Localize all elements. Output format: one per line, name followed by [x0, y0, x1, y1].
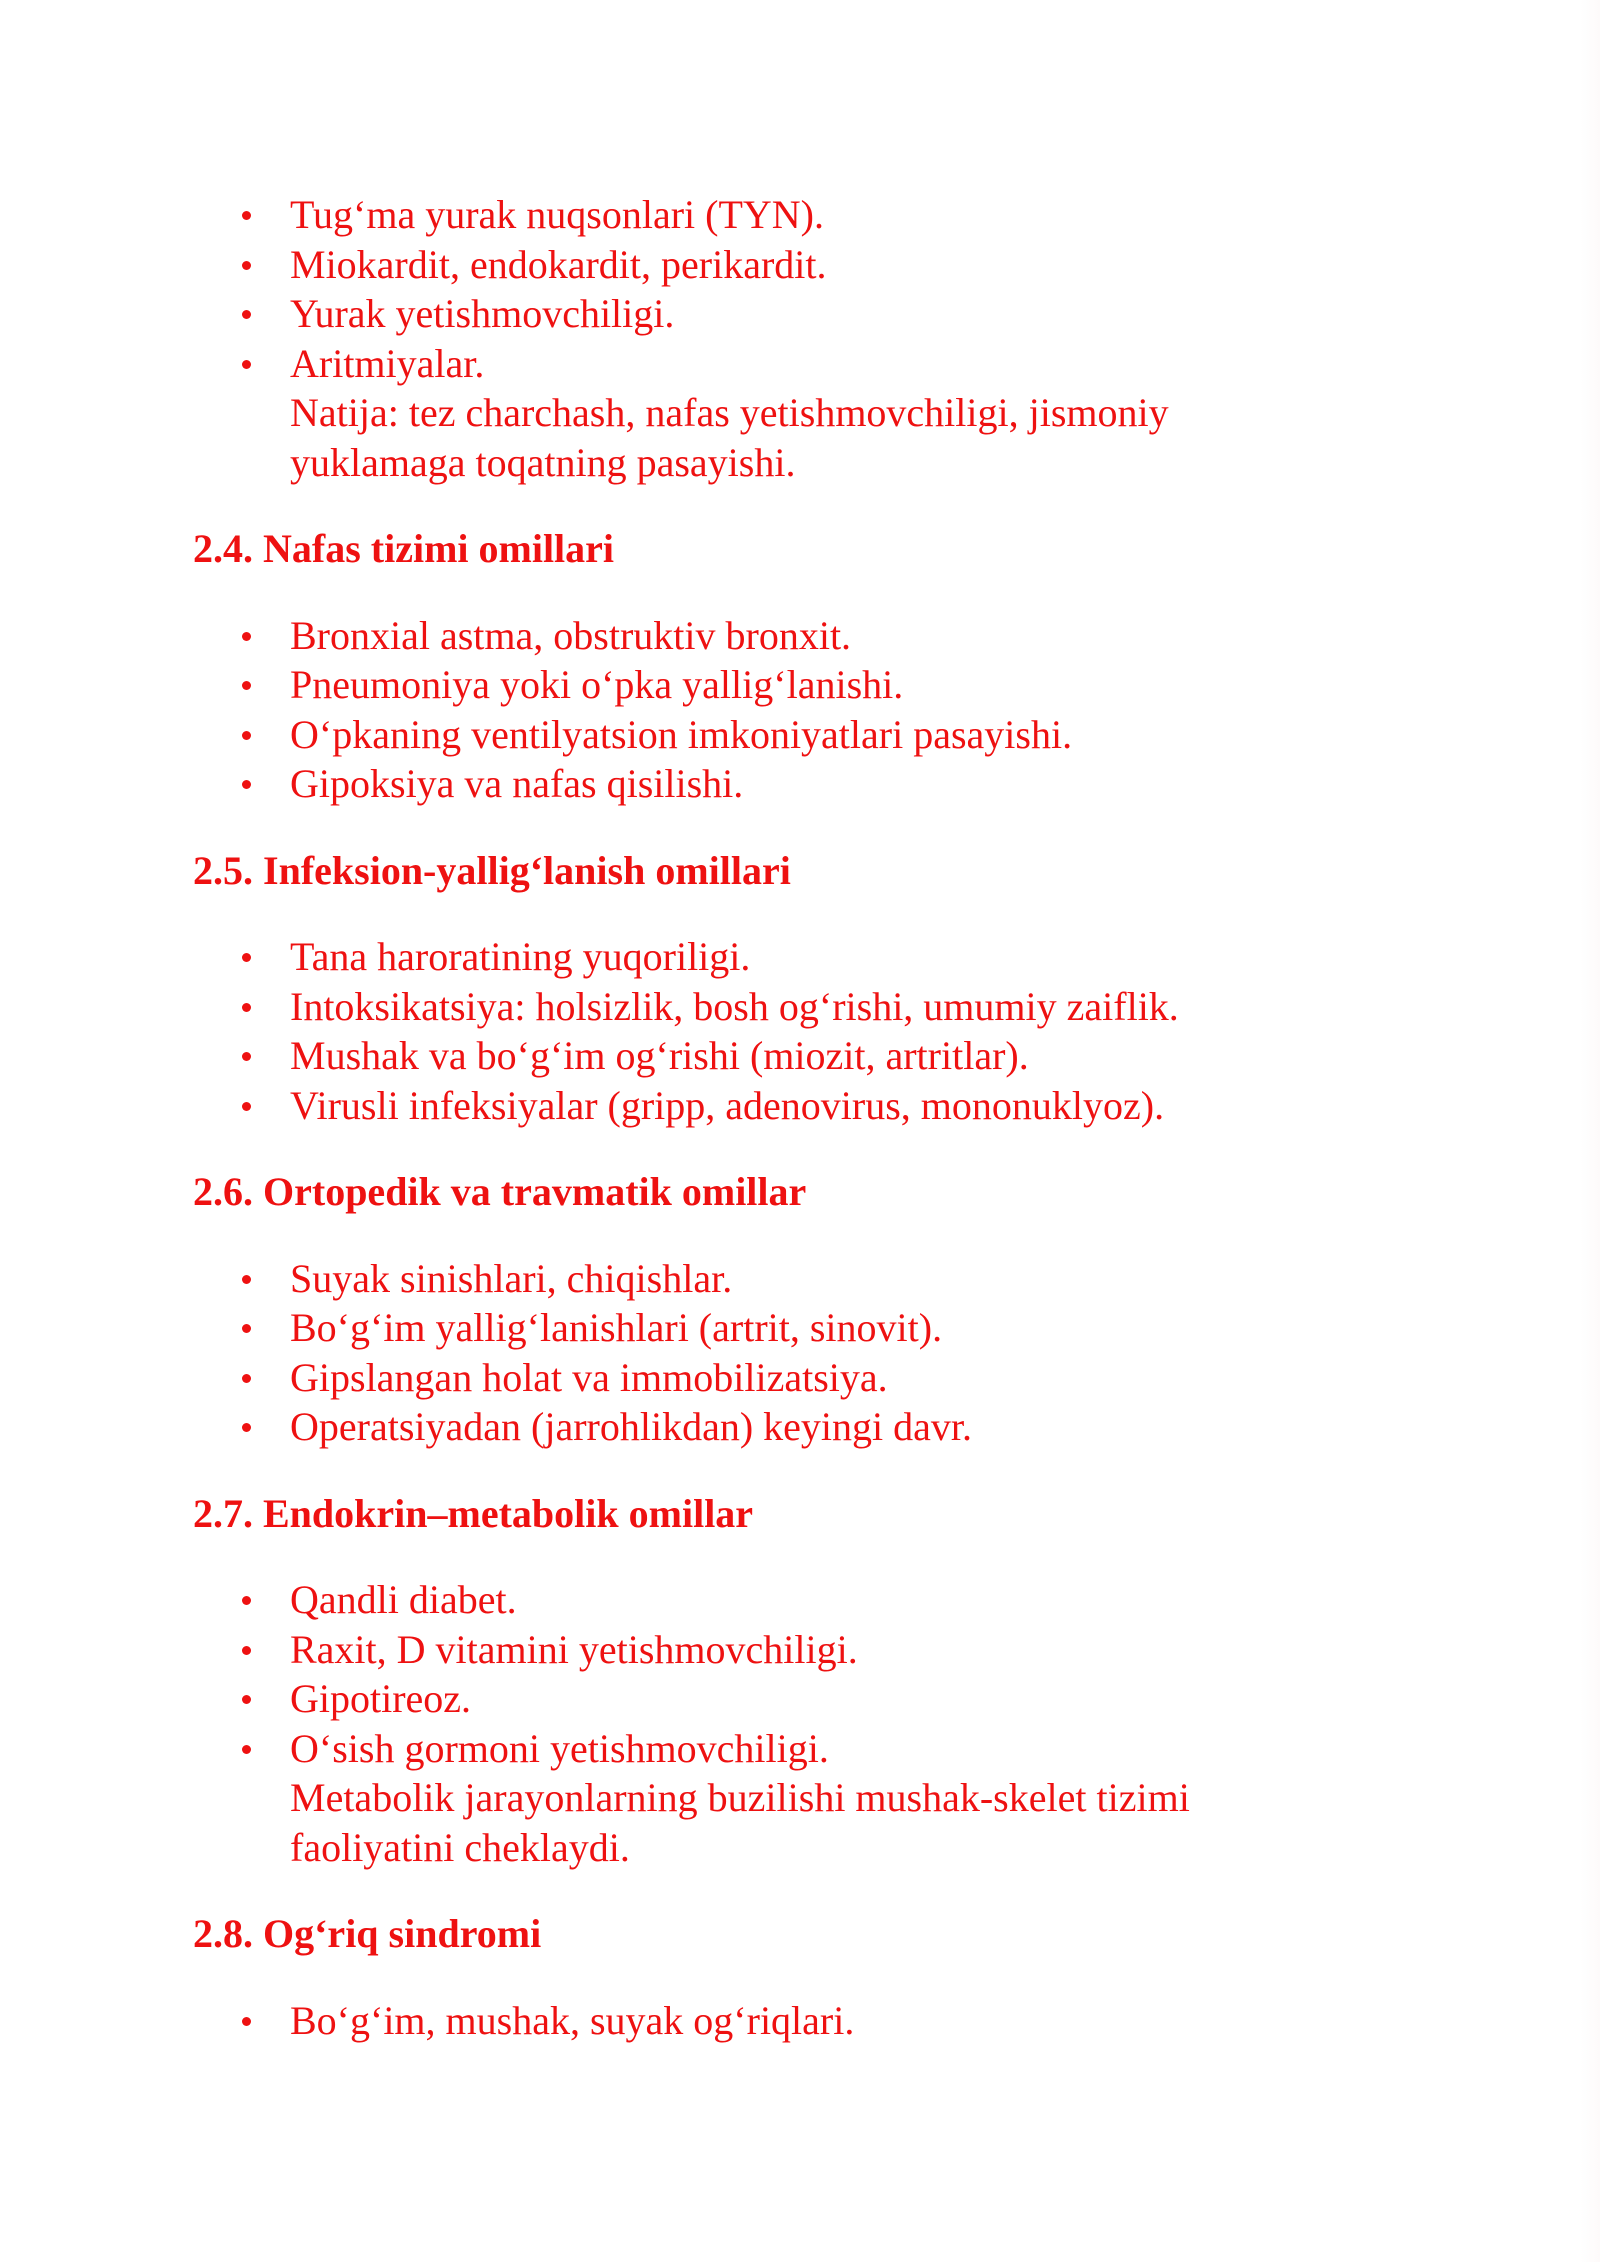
list-item — [193, 1353, 1343, 1403]
list-item — [193, 710, 1343, 760]
list-item — [193, 759, 1343, 809]
list-item — [193, 660, 1343, 710]
list-item — [193, 932, 1343, 982]
list-item-text: Suyak sinishlari, chiqishlar. — [290, 1255, 733, 1301]
bullet-icon — [242, 1695, 251, 1704]
list-item — [193, 611, 1343, 661]
section-2-6-list — [193, 1254, 1343, 1452]
list-item — [193, 1402, 1343, 1452]
intro-list — [193, 190, 1343, 487]
section-heading-2-5: 2.5. Infeksion-yallig‘lanish omillari — [193, 847, 791, 893]
list-item-text: Yurak yetishmovchiligi. — [290, 291, 675, 336]
list-item-text: Tana haroratining yuqoriligi. — [290, 934, 751, 979]
list-item-text: Bronxial astma, obstruktiv bronxit. — [290, 612, 852, 658]
section-heading-2-8: 2.8. Og‘riq sindromi — [193, 1911, 542, 1956]
metabolic-note-line-2: faoliyatini cheklaydi. — [290, 1824, 630, 1870]
bullet-icon — [242, 632, 251, 641]
list-item — [193, 1254, 1343, 1304]
bullet-icon — [242, 1596, 251, 1605]
page-content — [193, 190, 1343, 2045]
list-item — [193, 1031, 1343, 1081]
list-item-text: Miokardit, endokardit, perikardit. — [290, 241, 827, 287]
section-2-7-list — [193, 1575, 1343, 1872]
list-item-text: Intoksikatsiya: holsizlik, bosh og‘rishi, umumiy zaiflik. — [290, 983, 1179, 1029]
bullet-icon — [242, 261, 251, 270]
bullet-icon — [242, 1275, 251, 1284]
bullet-icon — [242, 211, 251, 220]
bullet-icon — [242, 1052, 251, 1061]
list-item-text: Operatsiyadan (jarrohlikdan) keyingi davr. — [290, 1404, 972, 1449]
list-item — [193, 1625, 1343, 1675]
bullet-icon — [242, 2017, 251, 2026]
bullet-icon — [242, 1423, 251, 1432]
bullet-icon — [242, 1102, 251, 1111]
result-note-line-1: Natija: tez charchash, nafas yetishmovchiligi, jismoniy — [290, 390, 1169, 435]
list-item — [193, 1575, 1343, 1625]
section-heading-2-6: 2.6. Ortopedik va travmatik omillar — [193, 1169, 807, 1214]
list-item-text: Gipoksiya va nafas qisilishi. — [290, 761, 744, 806]
list-item-text: Qandli diabet. — [290, 1577, 517, 1622]
bullet-icon — [242, 1324, 251, 1333]
list-item — [193, 1996, 1343, 2046]
list-item — [193, 1081, 1343, 1131]
list-item-text: Aritmiyalar. — [290, 340, 485, 386]
list-item — [193, 1674, 1343, 1724]
metabolic-note-line-1: Metabolik jarayonlarning buzilishi mushak-skelet tizimi — [290, 1775, 1190, 1820]
bullet-icon — [242, 1003, 251, 1012]
result-note-line-2: yuklamaga toqatning pasayishi. — [290, 439, 796, 485]
list-item-text: Mushak va bo‘g‘im og‘rishi (miozit, artritlar). — [290, 1033, 1029, 1078]
bullet-icon — [242, 681, 251, 690]
bullet-icon — [242, 310, 251, 319]
list-item-text: Tug‘ma yurak nuqsonlari (TYN). — [290, 192, 825, 237]
bullet-icon — [242, 731, 251, 740]
list-item — [193, 982, 1343, 1032]
list-item-text: Raxit, D vitamini yetishmovchiligi. — [290, 1626, 858, 1672]
list-item-text: Pneumoniya yoki o‘pka yallig‘lanishi. — [290, 662, 904, 707]
bullet-icon — [242, 360, 251, 369]
list-item-text: Gipslangan holat va immobilizatsiya. — [290, 1354, 888, 1400]
section-2-4-list — [193, 611, 1343, 809]
bullet-icon — [242, 953, 251, 962]
bullet-icon — [242, 1646, 251, 1655]
list-item — [193, 339, 1343, 488]
list-item-text: Bo‘g‘im yallig‘lanishlari (artrit, sinovit). — [290, 1305, 943, 1350]
list-item — [193, 1303, 1343, 1353]
list-item-text: O‘sish gormoni yetishmovchiligi. — [290, 1725, 829, 1771]
bullet-icon — [242, 1374, 251, 1383]
bullet-icon — [242, 780, 251, 789]
section-heading-2-4: 2.4. Nafas tizimi omillari — [193, 526, 615, 571]
bullet-icon — [242, 1745, 251, 1754]
list-item — [193, 289, 1343, 339]
list-item-text: O‘pkaning ventilyatsion imkoniyatlari pasayishi. — [290, 711, 1073, 757]
list-item — [193, 190, 1343, 240]
section-2-8-list — [193, 1996, 1343, 2046]
list-item — [193, 240, 1343, 290]
section-2-5-list — [193, 932, 1343, 1130]
list-item-text: Virusli infeksiyalar (gripp, adenovirus, mononuklyoz). — [290, 1082, 1165, 1128]
list-item-text: Gipotireoz. — [290, 1676, 472, 1721]
section-heading-2-7: 2.7. Endokrin–metabolik omillar — [193, 1490, 754, 1536]
page-edge-shade — [1580, 0, 1600, 2262]
list-item — [193, 1724, 1343, 1873]
list-item-text: Bo‘g‘im, mushak, suyak og‘riqlari. — [290, 1997, 855, 2043]
